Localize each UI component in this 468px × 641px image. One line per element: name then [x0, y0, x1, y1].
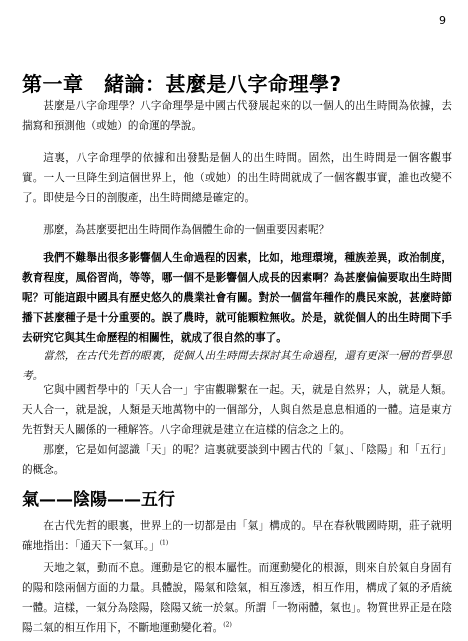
paragraph-9-text: 天地之氣，動而不息。運動是它的根本屬性。而運動變化的根源，則來自於氣自身固有的陽和陰兩個方面的力量。具體說，陽氣和陰氣，相互滲透，相互作用，構成了氣的矛盾統一體。這樣，一氣分為陰陽，陰陽又統一於氣。所謂「一物兩體，氣也」。物質世界正是在陰陽二氣的相互作用下，不斷地運動變化着。: [22, 562, 452, 634]
footnote-ref-2: (2): [223, 621, 232, 629]
paragraph-8: [22, 516, 452, 556]
paragraph-7: 那麼，它是如何認識「天」的呢？這裏就要談到中國古代的「氣」、「陰陽」和「五行」的概念。: [22, 444, 452, 476]
section-title: 氣——陰陽——五行: [22, 490, 175, 510]
paragraph-8-text: 在古代先哲的眼裏，世界上的一切都是由「氣」構成的。早在春秋戰國時期，莊子就明確地指出：「通天下一氣耳。」: [22, 520, 452, 552]
paragraph-1: 甚麼是八字命理學？八字命理學是中國古代發展起來的以一個人的出生時間為依據，去揣寫和預測他（或她）的命運的學說。: [22, 100, 452, 132]
chapter-title: 第一章 緒論：甚麼是八字命理學?: [22, 72, 342, 96]
paragraph-4: 我們不難舉出很多影響個人生命過程的因素，比如，地理環境，種族差異，政治制度，教育程度，風俗習尚，等等，哪一個不是影響個人成長的因素啊？為甚麼偏偏要取出生時間呢？可能這跟中國具有歷史悠久的農業社會有關。對於一個當年種作的農民來說，甚麼時節播下甚麼種子是十分重要的。誤了農時，就可能顆粒無收。於是，就從個人的出生時間下手去研究它與其生命歷程的相關性，就成了很自然的事了。: [22, 252, 452, 344]
paragraph-5: 當然，在古代先哲的眼裏，從個人出生時間去探討其生命過程，還有更深一層的哲學思考。: [22, 350, 452, 382]
paragraph-6: 它與中國哲學中的「天人合一」宇宙觀聯繫在一起。天，就是自然界；人，就是人類。天人合一，就是說，人類是天地萬物中的一個部分，人與自然是息息相通的一體。這是東方先哲對天人關係的一種解答。八字命理就是建立在這樣的信念之上的。: [22, 384, 452, 436]
paragraph-2: 這裏，八字命理學的依據和出發點是個人的出生時間。固然，出生時間是一個客觀事實。一人一旦降生到這個世界上，他（或她）的出生時間就成了一個客觀事實，誰也改變不了。即使是今日的剖腹產，出生時間總是確定的。: [22, 152, 452, 204]
paragraph-3: 那麼，為甚麼要把出生時間作為個體生命的一個重要因素呢？: [43, 224, 330, 236]
page-number: 9: [439, 14, 446, 27]
footnote-ref-1: (1): [159, 539, 169, 547]
paragraph-9: [22, 558, 452, 638]
